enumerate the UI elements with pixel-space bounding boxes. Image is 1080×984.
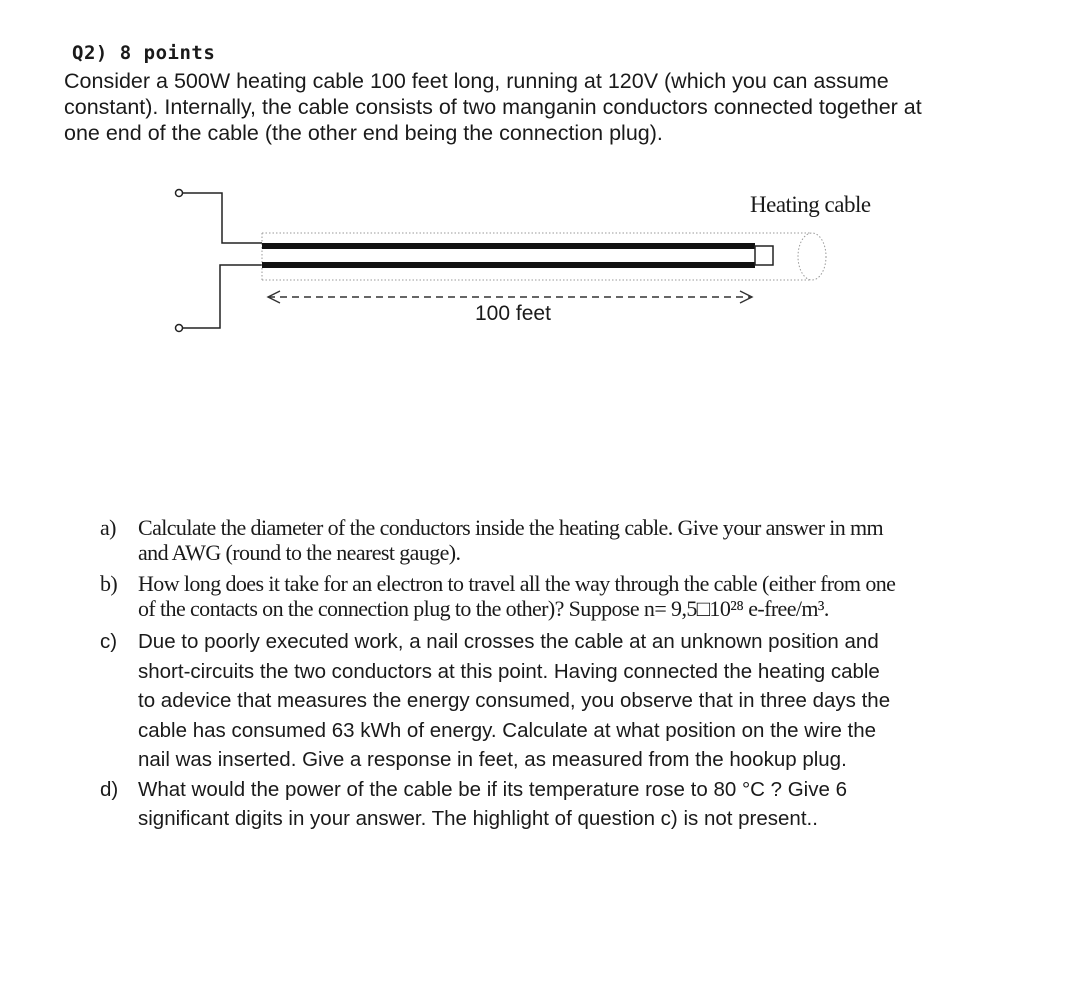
top-lead-wire [183,193,262,243]
question-intro [64,68,1024,146]
intro-line: Consider a 500W heating cable 100 feet long, running at 120V (which you can assume [64,69,889,93]
question-heading: Q2) 8 points [72,42,216,64]
bottom-terminal-icon [176,325,183,332]
heating-cable-figure [0,170,1080,350]
part-c-line: short-circuits the two conductors at this point. Having connected the heating cable [138,659,880,683]
part-b-line: How long does it take for an electron to travel all the way through the cable (either from one [138,571,896,596]
part-b-line: of the contacts on the connection plug to the other)? Suppose n= 9,5□10²⁸ e-free/m³. [138,596,829,621]
part-c-line: Due to poorly executed work, a nail crosses the cable at an unknown position and [138,630,879,653]
part-d-line: What would the power of the cable be if its temperature rose to 80 °C ? Give 6 [138,777,847,801]
cable-sheath-outline [262,233,810,280]
part-a [100,515,980,565]
top-terminal-icon [176,190,183,197]
cable-length-label: 100 feet [475,302,551,325]
question-parts [100,515,980,834]
part-d [100,775,980,834]
part-c-line: cable has consumed 63 kWh of energy. Calculate at what position on the wire the [138,718,877,742]
part-a-line: and AWG (round to the nearest gauge). [138,540,461,565]
part-a-marker: a) [100,515,116,540]
part-d-line: significant digits in your answer. The highlight of question c) is not present.. [138,807,818,830]
intro-line: constant). Internally, the cable consists of two manganin conductors connected together at [64,95,922,119]
bottom-lead-wire [183,265,262,328]
heating-cable-label: Heating cable [750,192,871,217]
part-c-line: nail was inserted. Give a response in feet, as measured from the hookup plug. [138,748,847,771]
part-a-line: Calculate the diameter of the conductors inside the heating cable. Give your answer in mm [138,515,884,540]
intro-line: one end of the cable (the other end being the connection plug). [64,121,663,145]
part-c-line: to adevice that measures the energy consumed, you observe that in three days the [138,689,891,712]
part-b-marker: b) [100,571,118,596]
part-c [100,627,980,775]
part-c-marker: c) [100,630,118,653]
part-d-marker: d) [100,777,119,801]
part-b [100,571,980,621]
cable-end-outline [798,233,826,280]
conductor-end-joint [755,246,773,265]
